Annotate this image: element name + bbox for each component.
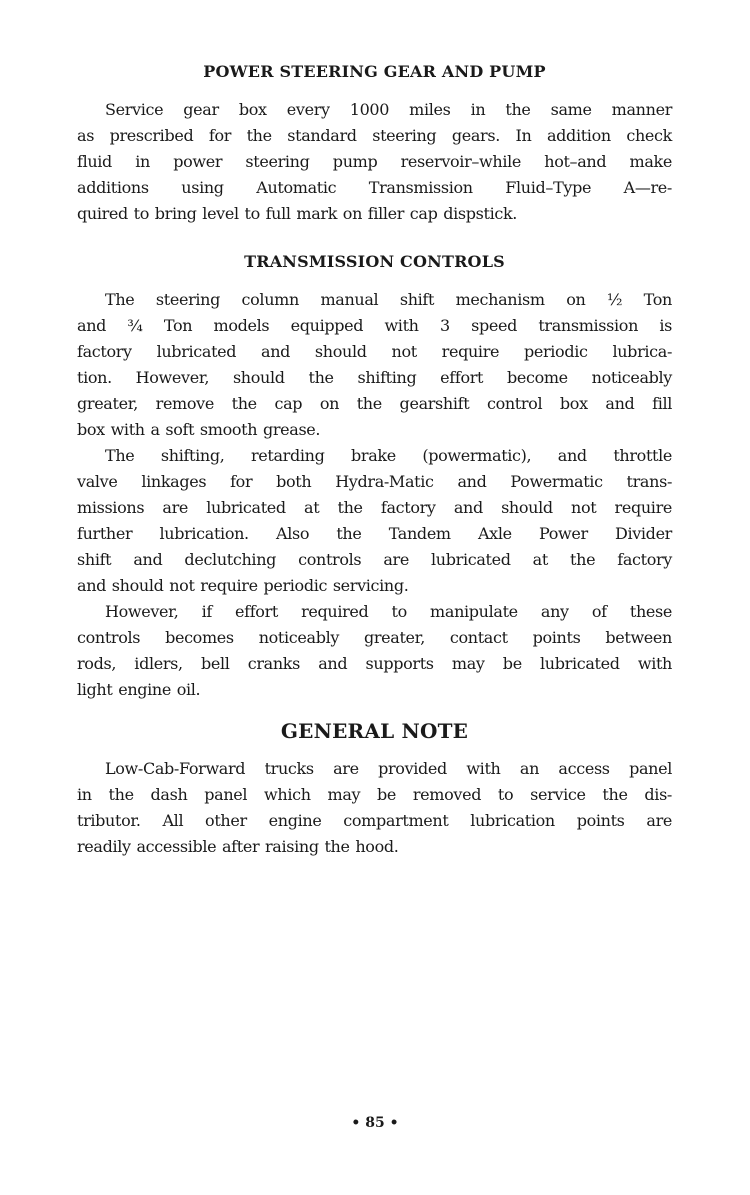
text-line: controls becomes noticeably greater, contact points between xyxy=(77,628,672,647)
text-line: box with a soft smooth grease. xyxy=(77,420,321,439)
section-body-general-note xyxy=(77,756,672,860)
text-line: Service gear box every 1000 miles in the same manner xyxy=(105,100,672,119)
text-line: quired to bring level to full mark on filler cap dispstick. xyxy=(77,204,518,223)
text-line: The steering column manual shift mechanism on ½ Ton xyxy=(105,290,672,309)
text-line: rods, idlers, bell cranks and supports may be lubricated with xyxy=(77,654,672,673)
paragraph xyxy=(77,599,672,703)
text-line: additions using Automatic Transmission Fluid–Type A—re- xyxy=(77,178,672,197)
section-body-transmission-controls xyxy=(77,287,672,703)
text-line: readily accessible after raising the hood. xyxy=(77,837,399,856)
section-heading-general-note: GENERAL NOTE xyxy=(280,719,469,743)
text-line: greater, remove the cap on the gearshift control box and fill xyxy=(77,394,672,413)
section-heading-transmission-controls: TRANSMISSION CONTROLS xyxy=(244,252,505,271)
text-line: in the dash panel which may be removed to service the dis- xyxy=(77,785,672,804)
text-line: as prescribed for the standard steering gears. In addition check xyxy=(77,126,672,145)
paragraph xyxy=(77,97,672,227)
text-line: and ¾ Ton models equipped with 3 speed transmission is xyxy=(77,316,672,335)
text-line: However, if effort required to manipulate any of these xyxy=(105,602,672,621)
paragraph xyxy=(77,287,672,443)
text-line: fluid in power steering pump reservoir–while hot–and make xyxy=(77,152,672,171)
text-line: The shifting, retarding brake (powermatic), and throttle xyxy=(105,446,672,465)
text-line: tributor. All other engine compartment lubrication points are xyxy=(77,811,672,830)
text-line: tion. However, should the shifting effort become noticeably xyxy=(77,368,672,387)
text-line: missions are lubricated at the factory and should not require xyxy=(77,498,672,517)
paragraph xyxy=(77,443,672,599)
text-line: Low-Cab-Forward trucks are provided with an access panel xyxy=(105,759,672,778)
text-line: further lubrication. Also the Tandem Axle Power Divider xyxy=(77,524,672,543)
paragraph xyxy=(77,756,672,860)
section-heading-power-steering: POWER STEERING GEAR AND PUMP xyxy=(203,62,546,81)
section-body-power-steering xyxy=(77,97,672,227)
text-line: and should not require periodic servicing. xyxy=(77,576,409,595)
text-line: valve linkages for both Hydra-Matic and Powermatic trans- xyxy=(77,472,672,491)
text-line: shift and declutching controls are lubricated at the factory xyxy=(77,550,672,569)
text-line: light engine oil. xyxy=(77,680,201,699)
page-number: • 85 • xyxy=(351,1115,399,1131)
text-line: factory lubricated and should not require periodic lubrica- xyxy=(77,342,672,361)
